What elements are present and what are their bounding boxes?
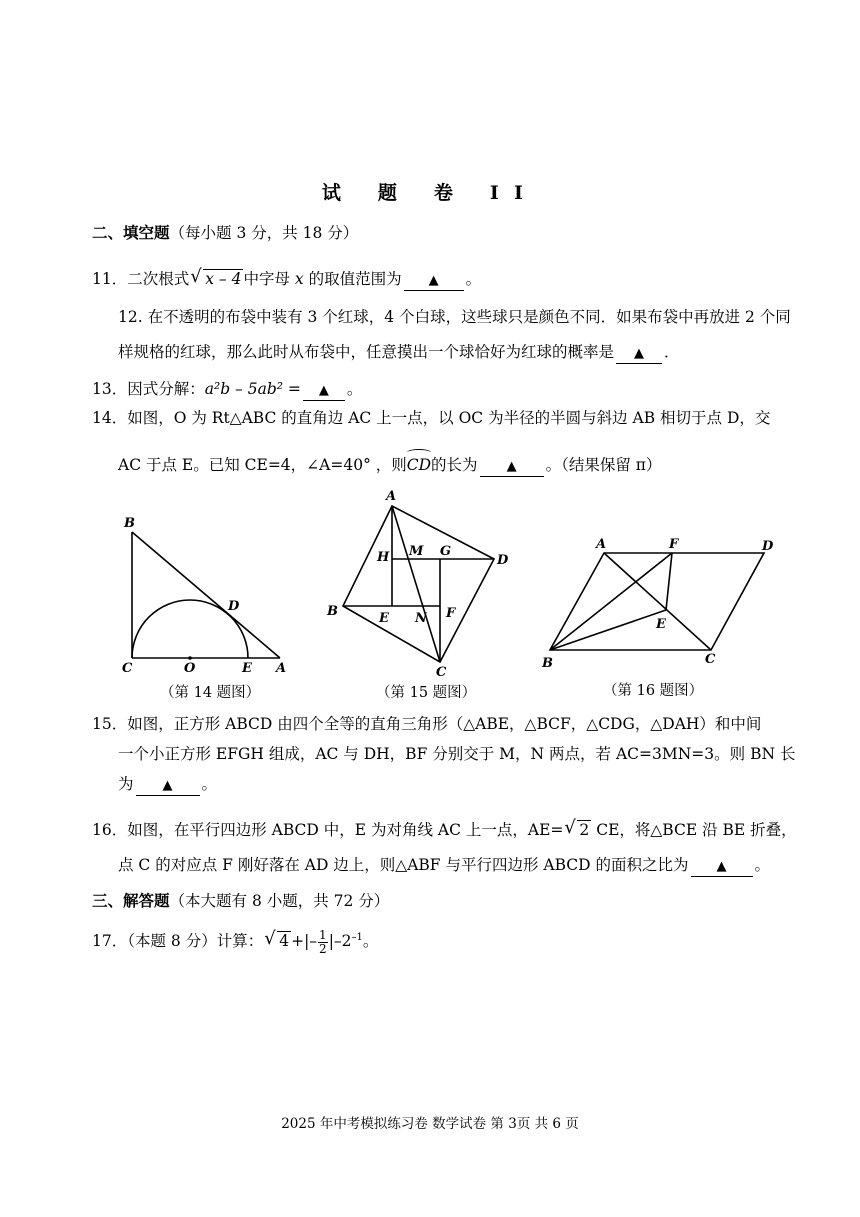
fig14-label-e: E: [242, 661, 252, 675]
fig15-label-n: N: [415, 611, 427, 626]
fig14-label-o: O: [184, 661, 196, 675]
fig14-label-c: C: [122, 661, 133, 675]
answer-triangle-icon: ▲: [716, 859, 727, 874]
fig15-label-b: B: [327, 604, 338, 619]
q12-end: ．: [664, 343, 680, 361]
question-16-line-2: [118, 853, 770, 877]
answer-triangle-icon: ▲: [162, 778, 173, 793]
q14-text-c: 。（结果保留 π）: [545, 456, 662, 474]
page-title: 试 题 卷 II: [321, 182, 539, 204]
question-11: [92, 267, 481, 291]
q15-end: 。: [201, 775, 218, 793]
q16-answer-blank: [691, 856, 753, 877]
q17-fraction: [318, 929, 328, 956]
figure-14: [118, 510, 293, 675]
q11-answer-blank: [404, 270, 464, 291]
question-15-line-1: 15．如图，正方形 ABCD 由四个全等的直角三角形（△ABE，△BCF，△CDG，△DAH）和中间: [92, 715, 762, 733]
fig14-label-d: D: [228, 599, 240, 614]
figure-14-caption: （第 14 题图）: [160, 685, 261, 701]
q11-radical: [191, 267, 243, 291]
answer-triangle-icon: ▲: [428, 273, 439, 288]
q11-variable: x: [294, 270, 304, 288]
q12-answer-blank: [616, 343, 662, 364]
q16-text-c: 点 C 的对应点 F 刚好落在 AD 边上，则△ABF 与平行四边形 ABCD 的面积之比为: [118, 856, 689, 874]
fig16-label-c: C: [705, 652, 716, 667]
q16-text-a: 16．如图，在平行四边形 ABCD 中，E 为对角线 AC 上一点，AE=: [92, 821, 564, 839]
section-3-title: 三、解答题: [92, 891, 170, 910]
fig15-label-g: G: [440, 544, 452, 559]
question-14-line-1: 14．如图，O 为 Rt△ABC 的直角边 AC 上一点，以 OC 为半径的半圆与斜边 AB 相切于点 D，交: [92, 409, 771, 427]
question-14-line-2: [118, 453, 661, 477]
answer-triangle-icon: ▲: [318, 383, 329, 398]
fig15-label-e: E: [379, 611, 389, 626]
question-17: [92, 926, 378, 956]
q14-answer-blank: [480, 456, 544, 477]
question-15-line-3: [118, 772, 217, 796]
q12-text: 样规格的红球，那么此时从布袋中，任意摸出一个球恰好为红球的概率是: [118, 343, 615, 361]
q13-expression: a²b – 5ab² =: [204, 380, 301, 398]
q16-radicand: 2: [579, 821, 590, 839]
answer-triangle-icon: ▲: [506, 459, 517, 474]
question-16-line-1: [92, 818, 797, 842]
q17-numerator: 1: [319, 927, 327, 942]
q11-text-c: 的取值范围为: [308, 270, 402, 288]
q13-end: 。: [346, 380, 363, 398]
fig15-label-a: A: [386, 489, 397, 504]
q17-text: 17．（本题 8 分）计算：: [92, 932, 264, 951]
page-footer: 2025 年中考模拟练习卷 数学试卷 第 3页 共 6 页: [281, 1116, 579, 1132]
figure-15-caption: （第 15 题图）: [376, 685, 477, 701]
fig14-label-a: A: [276, 661, 287, 675]
q14-arc-cd: CD: [407, 453, 431, 477]
q16-end: 。: [754, 856, 771, 874]
fig15-label-f: F: [446, 606, 456, 621]
section-2-note: （每小题 3 分，共 18 分）: [169, 224, 359, 242]
answer-triangle-icon: ▲: [634, 346, 645, 361]
q13-answer-blank: [303, 380, 345, 401]
q17-abs-close: |–2: [328, 932, 352, 951]
q13-text: 13．因式分解：: [92, 380, 205, 398]
q17-denominator: 2: [319, 941, 327, 956]
q17-radicand: 4: [279, 932, 290, 951]
q11-end: 。: [465, 270, 482, 288]
section-3-note: （本大题有 8 小题，共 72 分）: [169, 892, 390, 910]
q17-abs-open: +|–: [291, 932, 318, 951]
figure-16-caption: （第 16 题图）: [603, 683, 704, 699]
question-15-line-2: 一个小正方形 EFGH 组成，AC 与 DH，BF 分别交于 M，N 两点，若 AC=3MN=3。则 BN 长: [118, 745, 796, 763]
q15-answer-blank: [136, 775, 200, 796]
fig16-label-f: F: [669, 537, 679, 552]
q14-text-b: 的长为: [431, 456, 478, 474]
question-12-line-2: [118, 340, 680, 364]
fig16-label-b: B: [542, 656, 553, 671]
fig15-label-d: D: [497, 553, 509, 568]
q11-radicand: x – 4: [205, 270, 242, 288]
figure-16: [538, 533, 788, 673]
q16-radical: [565, 818, 591, 842]
q15-text: 为: [118, 775, 134, 793]
fig15-label-c: C: [436, 665, 447, 678]
fig16-label-a: A: [596, 537, 607, 552]
section-3-heading: [92, 889, 389, 913]
fig15-label-h: H: [377, 550, 390, 565]
section-2-title: 二、填空题: [92, 223, 170, 242]
fig16-label-e: E: [656, 617, 666, 632]
q17-exponent: –1: [351, 932, 363, 943]
figure-15: [322, 486, 522, 678]
fig16-label-d: D: [762, 539, 774, 554]
q11-text-b: 中字母: [243, 270, 290, 288]
q11-text-a: 11．二次根式: [92, 270, 190, 288]
question-12-line-1: 12. 在不透明的布袋中装有 3 个红球，4 个白球，这些球只是颜色不同．如果布袋中再放进 2 个同: [118, 308, 791, 326]
q14-text-a: AC 于点 E。已知 CE=4，∠A=40° ，则: [118, 456, 407, 474]
question-13: [92, 377, 362, 401]
q17-end: 。: [362, 932, 379, 951]
fig15-label-m: M: [409, 544, 424, 559]
section-2-heading: [92, 221, 358, 245]
fig14-label-b: B: [124, 516, 135, 531]
q16-text-b: CE，将△BCE 沿 BE 折叠，: [596, 821, 797, 839]
q17-radical: [265, 929, 291, 953]
